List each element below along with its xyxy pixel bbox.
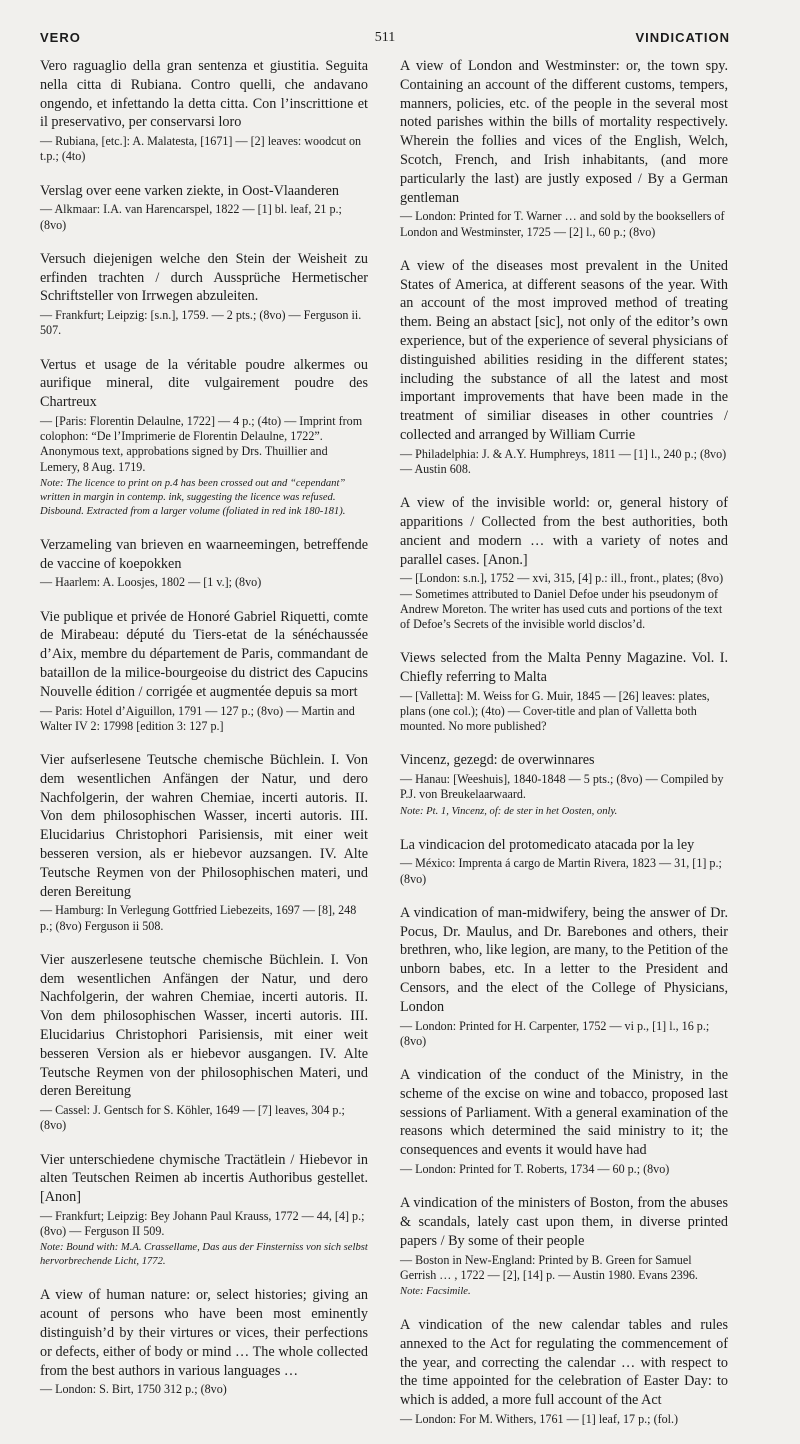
entry-title: A vindication of man-midwifery, being the answer of Dr. Pocus, Dr. Maulus, and Dr. Barebones and others, their brethren, who, like legion, are many, to the Petition of the unborn babes, etc. In a letter to the President and Censors, and the elect of the College of Physicians, London <box>400 904 728 1015</box>
entry-title: Vertus et usage de la véritable poudre alkermes ou aurifique mineral, dite vulgairement poudre des Chartreux <box>40 356 368 411</box>
catalogue-entry <box>40 1286 368 1397</box>
entry-title: Vincenz, gezegd: de overwinnares <box>400 752 595 769</box>
catalogue-entry <box>40 356 368 519</box>
catalogue-entry <box>400 836 728 887</box>
entry-imprint: — Hanau: [Weeshuis], 1840-1848 — 5 pts.; (8vo) — Compiled by P.J. von Breukelaarwaard. <box>400 772 724 802</box>
entry-title: A view of human nature: or, select histories; giving an acount of persons who have been most eminently distinguish’d by their virtures or vices, their perfections or defects, either of body or mind … The whole collected from the best authors in various languages … <box>40 1287 368 1379</box>
entry-imprint: — [Paris: Florentin Delaulne, 1722] — 4 p.; (4to) — Imprint from colophon: “De l’Imprimerie de Florentin Delaulne, 1722”. Anonymous text, approbations signed by Drs. Thuillier and Lemery, 8 Aug. 1719. <box>40 413 363 474</box>
catalogue-entry <box>40 250 368 339</box>
entry-title: Views selected from the Malta Penny Magazine. Vol. I. Chiefly referring to Malta <box>400 650 728 685</box>
catalogue-entry <box>40 57 368 165</box>
entry-title: A vindication of the ministers of Boston, from the abuses & scandals, lately cast upon them, in diverse printed papers / By some of their people <box>400 1195 728 1249</box>
catalogue-entry <box>400 1066 728 1177</box>
catalogue-entry <box>40 1151 368 1270</box>
entry-title: A view of London and Westminster: or, the town spy. Containing an account of the different customs, tempers, manners, policies, etc. of the people in the several most noted parishes within the bills of mortality respectively. Wherein the follies and vices of the English, Welch, Scotch, French, and Irish inhabitants, (and more particularly the last) are justly exposed / By a German gentleman <box>400 58 728 206</box>
entry-title: Versuch diejenigen welche den Stein der Weisheit zu erfinden trachten / durch Aussprüche Hermetischer Schriftsteller von Irrwegen abzuleiten. <box>40 250 368 305</box>
entry-imprint: — Frankfurt; Leipzig: Bey Johann Paul Krauss, 1772 — 44, [4] p.; (8vo) — Ferguson II 509. <box>40 1208 365 1239</box>
catalogue-entry <box>400 57 728 240</box>
right-column <box>400 57 728 1444</box>
entry-imprint: — Paris: Hotel d’Aiguillon, 1791 — 127 p.; (8vo) — Martin and Walter IV 2: 17998 [edition 3: 127 p.] <box>40 703 355 733</box>
header-right-guide-word: VINDICATION <box>635 30 730 45</box>
entry-imprint: — Rubiana, [etc.]: A. Malatesta, [1671] — [2] leaves: woodcut on t.p.; (4to) <box>40 134 362 164</box>
catalogue-entry <box>400 494 728 632</box>
entry-title: La vindicacion del protomedicato atacada por la ley <box>400 836 695 853</box>
entry-imprint: — [Valletta]: M. Weiss for G. Muir, 1845 — [26] leaves: plates, plans (one col.); (4to) — Cover-title and plan of Valletta both mounted. No more published? <box>400 688 710 734</box>
entry-imprint: — Hamburg: In Verlegung Gottfried Liebezeits, 1697 — [8], 248 p.; (8vo) Ferguson ii 508. <box>40 903 357 933</box>
entry-imprint: — México: Imprenta á cargo de Martin Rivera, 1823 — 31, [1] p.; (8vo) <box>400 856 722 886</box>
entry-title: Vier aufserlesene Teutsche chemische Büchlein. I. Von dem wesentlichen Anfängen der Natur, und dero Nachfolgerin, der wahren Chemiae, incerti autoris. II. Von dem philosophischen Wasser, incerti autoris. III. Elucidarius Christophori Parisiensis, mit einer weit besseren version, als er hiebevor auzsangen. IV. Alte Teutsche Reymen von der Philosophischen materi, und deren Bereitung <box>40 751 368 900</box>
entry-imprint: — Frankfurt; Leipzig: [s.n.], 1759. — 2 pts.; (8vo) — Ferguson ii. 507. <box>40 308 362 338</box>
left-column <box>40 57 368 1415</box>
catalogue-entry <box>400 904 728 1049</box>
entry-title: Vie publique et privée de Honoré Gabriel Riquetti, comte de Mirabeau: député du Tiers-etat de la sénéchaussée d’Aix, membre du département de Paris, commandant de bataillon de la milice-bourgeoise du district des Capucins Nouvelle édition / corrigée et augmentée depuis sa mort <box>40 608 368 700</box>
entry-imprint: — Boston in New-England: Printed by B. Green for Samuel Gerrish … , 1722 — [2], [14] p. — Austin 1980. Evans 2396. <box>400 1252 698 1282</box>
entry-title: Verslag over eene varken ziekte, in Oost-Vlaanderen <box>40 182 339 199</box>
catalogue-entry <box>400 1194 728 1299</box>
entry-imprint: — London: Printed for T. Warner … and sold by the booksellers of London and Westminster, 1725 — [2] l., 60 p.; (8vo) <box>400 209 725 239</box>
entry-imprint: — Alkmaar: I.A. van Harencarspel, 1822 — [1] bl. leaf, 21 p.; (8vo) <box>40 202 342 232</box>
catalogue-entry <box>40 536 368 591</box>
entry-imprint: — London: Printed for H. Carpenter, 1752 — vi p., [1] l., 16 p.; (8vo) <box>400 1018 710 1048</box>
running-head <box>40 30 730 50</box>
entry-title: Vero raguaglio della gran sentenza et giustitia. Seguita nella citta di Rubiana. Contro quelli, che andavano ongendo, et infettando la detta citta. Con l’inscrittione et il preservativo, per conservarsi loro <box>40 58 368 131</box>
catalogue-entry <box>40 608 368 734</box>
entry-title: A view of the diseases most prevalent in the United States of America, at different seasons of the year. With an account of the most improved method of treating them. Being an abstact [sic], not only of the editor’s own experience, but of the experience of several physicians of distinguished abilities residing in the different states; including the substance of all the latest and most important improvements that have been made in the treatment of similiar diseases in other countries / collected and arranged by William Currie <box>400 257 728 443</box>
entry-note: Note: Facsimile. <box>400 1285 471 1297</box>
header-left-guide-word: VERO <box>40 30 81 45</box>
entry-imprint: — [London: s.n.], 1752 — xvi, 315, [4] p.: ill., front., plates; (8vo) — Sometimes attributed to Daniel Defoe under his pseudonym of Andrew Moreton. The writer has used cuts and portions of the text of Defoe’s Secrets of the invisible world disclos’d. <box>400 571 724 631</box>
page-number: 511 <box>374 30 396 45</box>
entry-imprint: — London: Printed for T. Roberts, 1734 — 60 p.; (8vo) <box>400 1161 670 1176</box>
catalogue-entry <box>400 1316 728 1427</box>
catalogue-entry <box>400 751 728 818</box>
entry-note: Note: Pt. 1, Vincenz, of: de ster in het Oosten, only. <box>400 805 618 817</box>
entry-imprint: — Haarlem: A. Loosjes, 1802 — [1 v.]; (8vo) <box>40 575 262 590</box>
entry-imprint: — London: For M. Withers, 1761 — [1] leaf, 17 p.; (fol.) <box>400 1411 679 1426</box>
entry-note: Note: Bound with: M.A. Crassellame, Das aus der Finsterniss von sich selbst hervorbrechende Licht, 1772. <box>40 1242 368 1268</box>
entry-title: Vier auszerlesene teutsche chemische Büchlein. I. Von dem wesentlichen Anfängen der Natur, und dero Nachfolgerin, der wahren Chemiae, incerti autoris. II. Von dem philosophischen Wasser, incerti autoris. III. Elucidarius Christophori Parisiensis, mit einer weit besseren Version als er hiebevor ausgangen. IV. Alte Teutsche Reymen von der philosophischen Materi, und deren Bereitung <box>40 951 368 1100</box>
entry-title: A view of the invisible world: or, general history of apparitions / Collected from the best authorities, both ancient and modern … with a variety of notes and parallel cases. [Anon.] <box>400 495 728 568</box>
entry-imprint: — Cassel: J. Gentsch for S. Köhler, 1649 — [7] leaves, 304 p.; (8vo) <box>40 1103 345 1133</box>
entry-title: A vindication of the conduct of the Ministry, in the scheme of the excise on wine and tobacco, proposed last sessions of Parliament. With a general examination of the reasons which determined the said ministry to it; the consequences and events it would have had <box>400 1066 728 1159</box>
entry-title: Vier unterschiedene chymische Tractätlein / Hiebevor in alten Teutschen Reimen ab incertis Authoribus gestellet. [Anon] <box>40 1151 368 1206</box>
entry-title: A vindication of the new calendar tables and rules annexed to the Act for regulating the commencement of the year, and correcting the calendar … with respect to the time appointed for the celebration of Easter Day: to which is added, a more full account of the Act <box>400 1316 728 1409</box>
catalogue-entry <box>400 649 728 734</box>
entry-imprint: — Philadelphia: J. & A.Y. Humphreys, 1811 — [1] l., 240 p.; (8vo) — Austin 608. <box>400 446 727 476</box>
catalogue-entry <box>40 751 368 934</box>
catalogue-entry <box>40 951 368 1134</box>
entry-note: Note: The licence to print on p.4 has been crossed out and “cependant” written in margin in contemp. ink, suggesting the licence was refused. Disbound. Extracted from a larger volume (foliated in red ink 180-181). <box>40 477 346 517</box>
entry-imprint: — London: S. Birt, 1750 312 p.; (8vo) <box>40 1382 227 1397</box>
catalogue-entry <box>400 257 728 477</box>
entry-title: Verzameling van brieven en waarneemingen, betreffende de vaccine of koepokken <box>40 536 368 572</box>
catalogue-entry <box>40 182 368 233</box>
